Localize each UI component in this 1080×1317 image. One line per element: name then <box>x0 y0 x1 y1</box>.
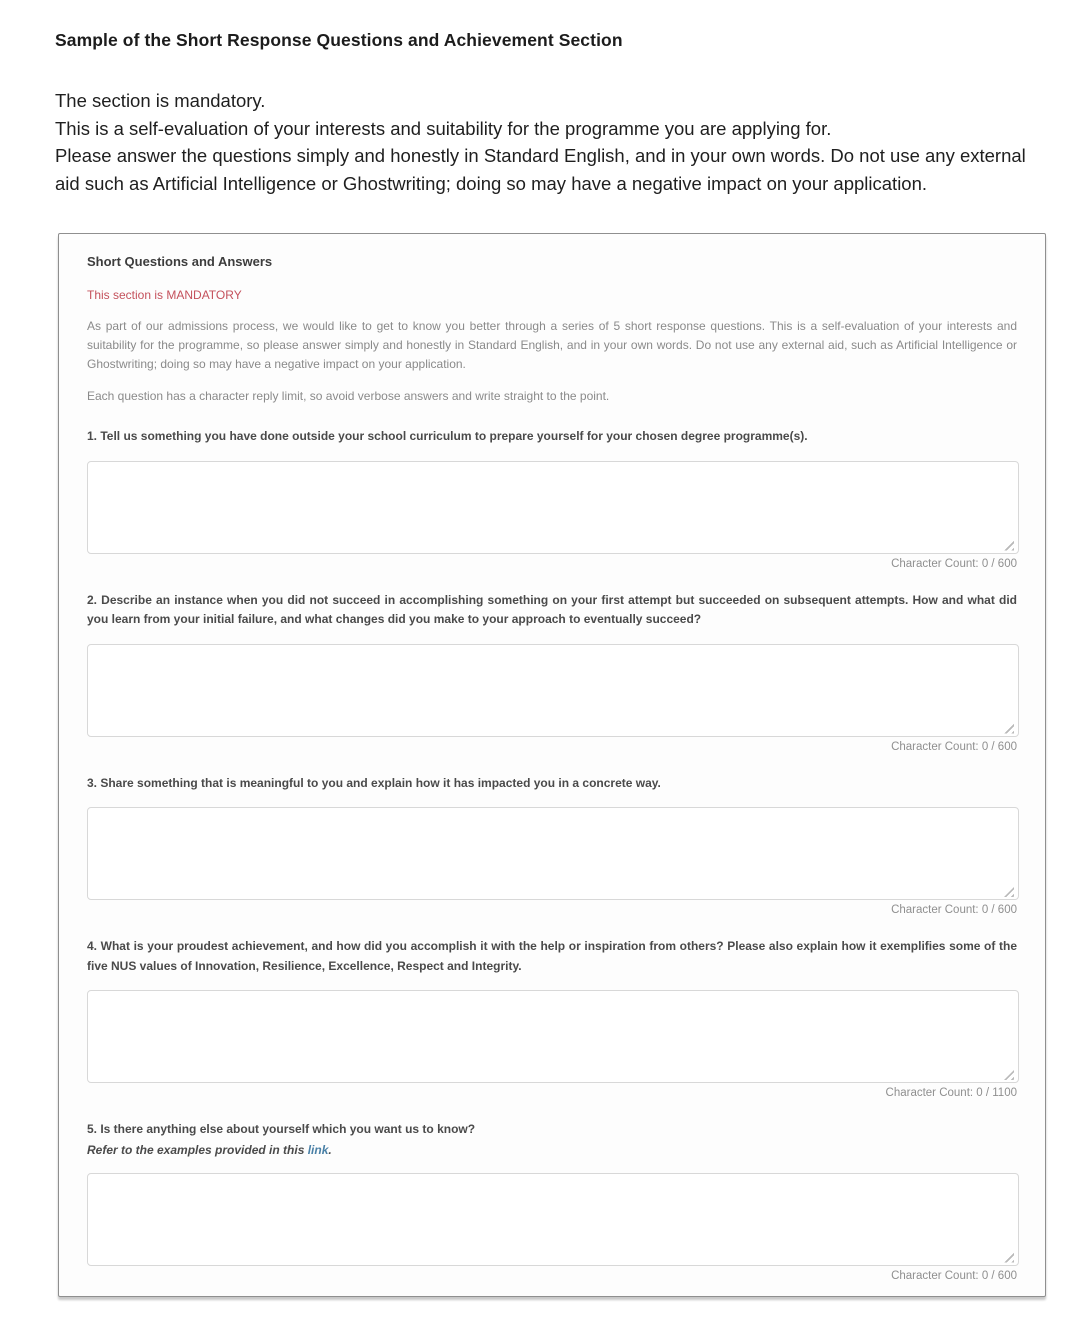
question-2-answer-wrap <box>87 644 1017 737</box>
question-4-label: 4. What is your proudest achievement, and how did you accomplish it with the help or inspiration from others? Please also explain how it exemplifies some of the five NUS values of Innovation, Resilience, Excellence, Respect and Integrity. <box>87 939 1017 973</box>
question-1-label: 1. Tell us something you have done outside your school curriculum to prepare yourself for your chosen degree programme(s). <box>87 429 808 443</box>
intro-line-2: This is a self-evaluation of your interests and suitability for the programme you are applying for. <box>55 117 832 139</box>
question-3-label: 3. Share something that is meaningful to you and explain how it has impacted you in a concrete way. <box>87 775 661 790</box>
document-title: Sample of the Short Response Questions and Achievement Section <box>55 30 623 50</box>
mandatory-notice: This section is MANDATORY <box>87 288 242 302</box>
question-4-answer-wrap <box>87 990 1017 1083</box>
intro-line-3: Please answer the questions simply and honestly in Standard English, and in your own words. Do not use any external aid such as Artificial Intelligence or Ghostwriting; doing so may have a negative impact on your application. <box>55 145 1026 194</box>
question-1-answer-wrap <box>87 461 1017 554</box>
question-2-label: 2. Describe an instance when you did not succeed in accomplishing something on your first attempt but succeeded on subsequent attempts. How and what did you learn from your initial failure, and what changes did you make to your approach to eventually succeed? <box>87 592 1017 626</box>
question-3-char-count: Character Count: 0 / 600 <box>891 904 1017 916</box>
question-2-answer-textarea[interactable] <box>87 644 1019 737</box>
intro-line-1: The section is mandatory. <box>55 90 266 111</box>
document-intro <box>55 87 1046 197</box>
question-block-2 <box>87 591 1017 753</box>
sublabel-prefix: Refer to the examples provided in this <box>87 1142 308 1157</box>
question-5-label: 5. Is there anything else about yourself which you want us to know? <box>87 1122 476 1136</box>
form-heading: Short Questions and Answers <box>87 254 273 269</box>
question-3-answer-wrap <box>87 807 1017 900</box>
question-5-answer-textarea[interactable] <box>87 1173 1019 1266</box>
question-block-5 <box>87 1120 1017 1282</box>
question-2-char-count: Character Count: 0 / 600 <box>891 740 1017 753</box>
question-3-answer-textarea[interactable] <box>87 807 1019 900</box>
question-5-sublabel <box>87 1142 1017 1159</box>
question-5-char-count: Character Count: 0 / 600 <box>891 1269 1017 1282</box>
question-block-3 <box>87 774 1017 917</box>
sublabel-suffix: . <box>328 1142 332 1157</box>
question-4-char-count: Character Count: 0 / 1100 <box>885 1087 1017 1099</box>
question-5-answer-wrap <box>87 1173 1017 1266</box>
examples-link[interactable]: link <box>307 1142 329 1157</box>
question-1-answer-textarea[interactable] <box>87 461 1019 554</box>
question-block-4 <box>87 937 1017 1099</box>
form-intro-paragraph: As part of our admissions process, we would like to get to know you better through a series of 5 short response questions. This is a self-evaluation of your interests and suitability for the programme, so please answer simply and honestly in Standard English, and in your own words. Do not use any external aid, such as Artificial Intelligence or Ghostwriting; doing so may have a negative impact on your application. <box>87 319 1017 371</box>
question-1-char-count: Character Count: 0 / 600 <box>891 557 1017 570</box>
form-note: Each question has a character reply limit, so avoid verbose answers and write straight to the point. <box>87 389 610 403</box>
question-4-answer-textarea[interactable] <box>87 990 1019 1083</box>
question-block-1 <box>87 427 1017 570</box>
short-questions-form-panel <box>58 233 1046 1297</box>
